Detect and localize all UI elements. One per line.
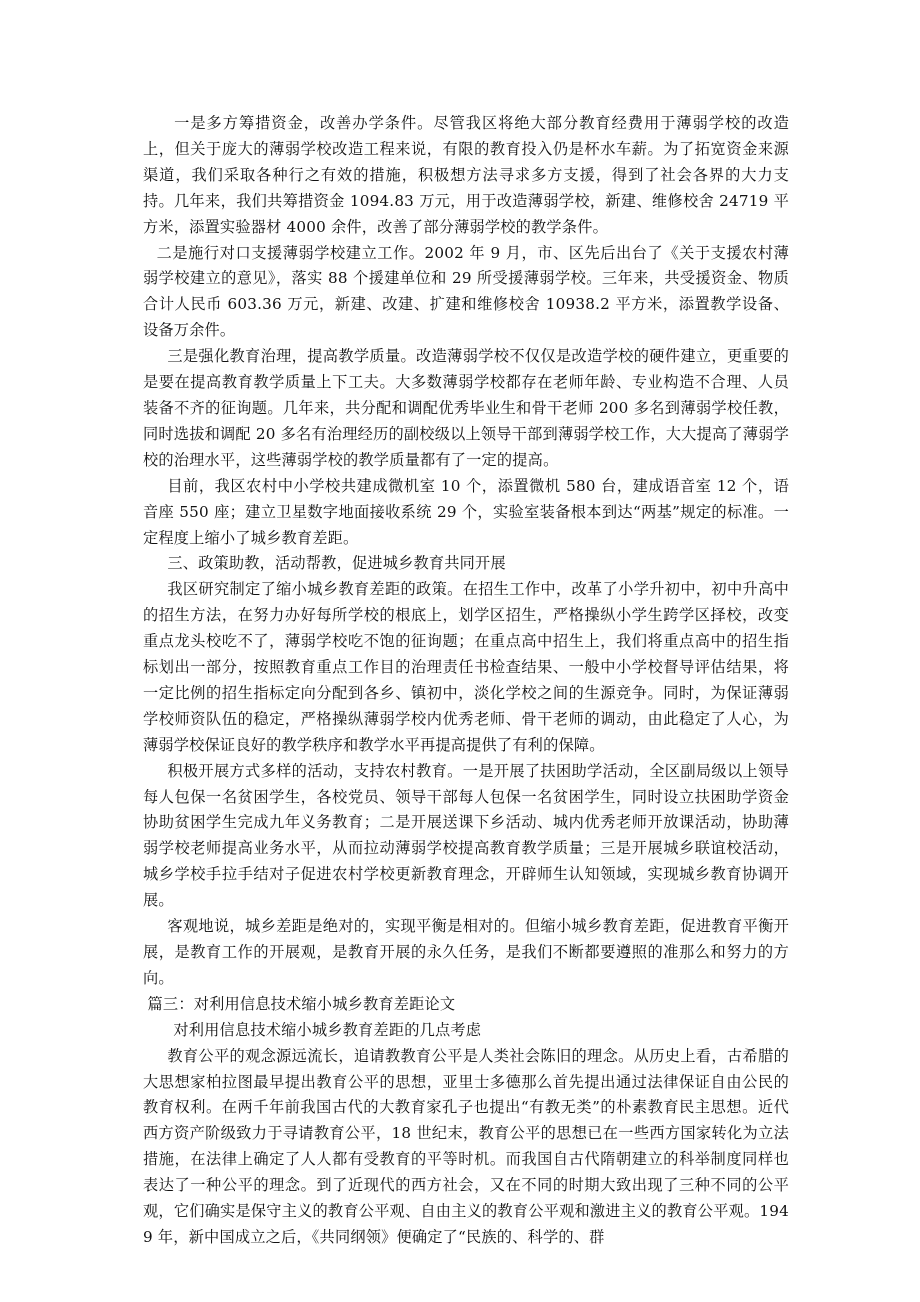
document-page <box>143 111 789 1251</box>
paragraph-policy: 我区研究制定了缩小城乡教育差距的政策。在招生工作中，改革了小学升初中，初中升高中的招生方法，在努力办好每所学校的根底上，划学区招生，严格操纵小学生跨学区择校，改变重点龙头校吃不了，薄弱学校吃不饱的征询题；在重点高中招生上，我们将重点高中的招生指标划出一部分，按照教育重点工作目的治理责任书检查结果、一般中小学校督导评估结果，将一定比例的招生指标定向分配到各乡、镇初中，淡化学校之间的生源竞争。同时，为保证薄弱学校师资队伍的稳定，严格操纵薄弱学校内优秀老师、骨干老师的调动，由此稳定了人心，为薄弱学校保证良好的教学秩序和教学水平再提高提供了有利的保障。 <box>143 580 789 754</box>
paragraph-funding: 一是多方筹措资金，改善办学条件。尽管我区将绝大部分教育经费用于薄弱学校的改造上，但关于庞大的薄弱学校改造工程来说，有限的教育投入仍是杯水车薪。为了拓宽资金来源渠道，我们采取各种行之有效的措施，积极想方法寻求多方支援，得到了社会各界的大力支持。几年来，我们共筹措资金 1094.83 万元，用于改造薄弱学校，新建、维修校舍 24719 平方米，添置实验器材 4000 余件，改善了部分薄弱学校的教学条件。 <box>143 114 789 236</box>
article-title: 对利用信息技术缩小城乡教育差距的几点考虑 <box>173 1020 482 1039</box>
paragraph-activities: 积极开展方式多样的活动，支持农村教育。一是开展了扶困助学活动，全区副局级以上领导每人包保一名贫困学生，各校党员、领导干部每人包保一名贫困学生，同时设立扶困助学资金协助贫困学生完成九年义务教育；二是开展送课下乡活动、城内优秀老师开放课活动，协助薄弱学校老师提高业务水平，从而拉动薄弱学校提高教育教学质量；三是开展城乡联谊校活动，城乡学校手拉手结对子促进农村学校更新教育理念，开辟师生认知领域，实现城乡教育协调开展。 <box>143 761 789 910</box>
paragraph-education-equity: 教育公平的观念源远流长，追请教教育公平是人类社会陈旧的理念。从历史上看，古希腊的大思想家柏拉图最早提出教育公平的思想，亚里士多德那么首先提出通过法律保证自由公民的教育权利。在两千年前我国古代的大教育家孔子也提出“有教无类”的朴素教育民主思想。近代西方资产阶级致力于寻请教育公平，18 世纪末，教育公平的思想已在一些西方国家转化为立法措施，在法律上确定了人人都有受教育的平等时机。而我国自古代隋朝建立的科举制度同样也表达了一种公平的理念。到了近现代的西方社会，又在不同的时期大致出现了三种不同的公平观，它们确实是保守主义的教育公平观、自由主义的教育公平观和激进主义的教育公平观。1949 年，新中国成立之后，《共同纲领》便确定了“民族的、科学的、群 <box>143 1046 789 1246</box>
paragraph-current-status: 目前，我区农村中小学校共建成微机室 10 个，添置微机 580 台，建成语音室 12 个，语音座 550 座；建立卫星数字地面接收系统 29 个，实验室装备根本到达“两基”规定的标准。一定程度上缩小了城乡教育差距。 <box>143 476 789 547</box>
part-three-title: 篇三：对利用信息技术缩小城乡教育差距论文 <box>147 994 456 1013</box>
paragraph-conclusion: 客观地说，城乡差距是绝对的，实现平衡是相对的。但缩小城乡教育差距，促进教育平衡开展，是教育工作的开展观，是教育开展的永久任务，是我们不断都要遵照的准那么和努力的方向。 <box>143 917 789 987</box>
section-heading-policy: 三、政策助教，活动帮教，促进城乡教育共同开展 <box>167 554 506 573</box>
paragraph-pairing-support: 二是施行对口支援薄弱学校建立工作。2002 年 9 月，市、区先后出台了《关于支援农村薄弱学校建立的意见》，落实 88 个援建单位和 29 所受援薄弱学校。三年来，共受援资金、物质合计人民币 603.36 万元，新建、改建、扩建和维修校舍 10938.2 平方米，添置教学设备、设备万余件。 <box>143 243 789 340</box>
paragraph-management: 三是强化教育治理，提高教学质量。改造薄弱学校不仅仅是改造学校的硬件建立，更重要的是要在提高教育教学质量上下工夫。大多数薄弱学校都存在老师年龄、专业构造不合理、人员装备不齐的征询题。几年来，共分配和调配优秀毕业生和骨干老师 200 多名到薄弱学校任教，同时选拔和调配 20 多名有治理经历的副校级以上领导干部到薄弱学校工作，大大提高了薄弱学校的治理水平，这些薄弱学校的教学质量都有了一定的提高。 <box>143 347 789 469</box>
